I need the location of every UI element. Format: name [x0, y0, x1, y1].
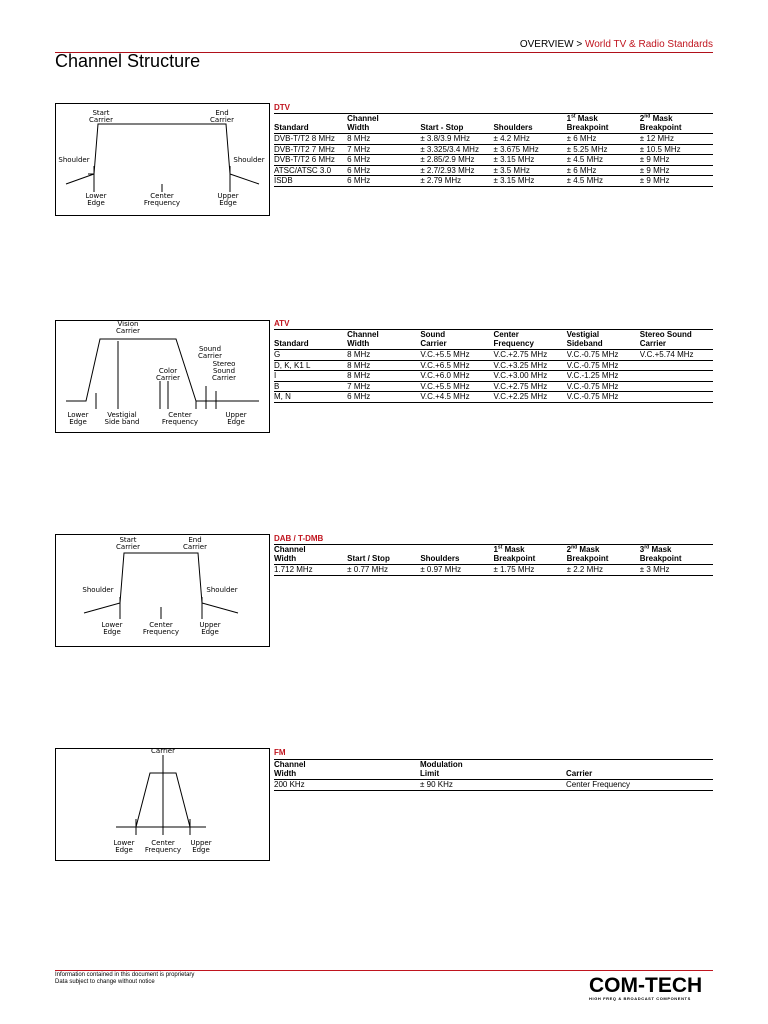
atv-sound-label: Sound Carrier — [198, 345, 222, 360]
dtv-column-header: Start - Stop — [420, 114, 493, 134]
breadcrumb-parent[interactable]: OVERVIEW — [519, 39, 574, 50]
dtv-cell: ± 9 MHz — [640, 155, 713, 166]
atv-cell: 7 MHz — [347, 381, 420, 392]
dtv-cell: ± 2.79 MHz — [420, 176, 493, 187]
table-row — [274, 371, 713, 382]
dab-header-row — [274, 545, 713, 565]
dab-shoulder-left-label: Shoulder — [82, 586, 114, 594]
fm-column-header: Modulation Limit — [420, 760, 566, 780]
dab-lower-label: Lower Edge — [101, 621, 123, 636]
dab-cell: 1.712 MHz — [274, 565, 347, 576]
dab-cell: ± 0.77 MHz — [347, 565, 420, 576]
atv-column-header: Channel Width — [347, 330, 420, 350]
table-row — [274, 381, 713, 392]
dab-section-title: DAB / T-DMB — [274, 534, 324, 543]
atv-cell: V.C.+2.75 MHz — [493, 381, 566, 392]
dtv-cell: ± 12 MHz — [640, 134, 713, 145]
atv-cell: 8 MHz — [347, 360, 420, 371]
footer-rule — [55, 970, 713, 971]
dtv-cell: 8 MHz — [347, 134, 420, 145]
dtv-cell: DVB-T/T2 7 MHz — [274, 144, 347, 155]
dtv-cell: 7 MHz — [347, 144, 420, 155]
dtv-table — [274, 113, 713, 187]
table-row — [274, 780, 713, 791]
dtv-header-row — [274, 114, 713, 134]
table-row — [274, 350, 713, 361]
atv-upper-label: Upper Edge — [225, 411, 247, 426]
dtv-column-header: Standard — [274, 114, 347, 134]
dab-column-header: 3rd Mask Breakpoint — [640, 545, 713, 565]
atv-cell — [640, 392, 713, 403]
dtv-cell: ± 9 MHz — [640, 165, 713, 176]
fm-cell: Center Frequency — [566, 780, 713, 791]
atv-column-header: Vestigial Sideband — [567, 330, 640, 350]
atv-vestigial-label: Vestigial Side band — [104, 411, 140, 426]
dab-cell: ± 2.2 MHz — [567, 565, 640, 576]
dab-column-header: Channel Width — [274, 545, 347, 565]
atv-cell: 8 MHz — [347, 371, 420, 382]
dtv-cell: ISDB — [274, 176, 347, 187]
dtv-shoulder-right-label: Shoulder — [233, 156, 265, 164]
dtv-cell: DVB-T/T2 8 MHz — [274, 134, 347, 145]
dab-spectrum-drawing — [56, 535, 269, 646]
atv-section-title: ATV — [274, 319, 290, 328]
dtv-column-header: Shoulders — [493, 114, 566, 134]
dab-cell: ± 1.75 MHz — [493, 565, 566, 576]
fm-section-title: FM — [274, 748, 286, 757]
dtv-end-label: End Carrier — [210, 109, 234, 124]
dab-cell: ± 3 MHz — [640, 565, 713, 576]
dtv-start-label: Start Carrier — [89, 109, 113, 124]
dab-diagram — [55, 534, 270, 647]
atv-cell: V.C.+6.5 MHz — [420, 360, 493, 371]
dtv-lower-label: Lower Edge — [85, 192, 107, 207]
dtv-cell: ± 3.8/3.9 MHz — [420, 134, 493, 145]
fm-cell: ± 90 KHz — [420, 780, 566, 791]
atv-cell: V.C.-0.75 MHz — [567, 360, 640, 371]
dtv-cell: ± 3.15 MHz — [493, 176, 566, 187]
breadcrumb — [520, 39, 713, 50]
logo-wordmark: COM-TECH — [589, 974, 703, 997]
table-row — [274, 360, 713, 371]
dtv-cell: 6 MHz — [347, 155, 420, 166]
fm-column-header: Channel Width — [274, 760, 420, 780]
fm-table — [274, 759, 713, 791]
atv-cell: B — [274, 381, 347, 392]
atv-diagram — [55, 320, 270, 433]
dtv-cell: ± 3.325/3.4 MHz — [420, 144, 493, 155]
atv-column-header: Center Frequency — [493, 330, 566, 350]
atv-cell: V.C.+5.74 MHz — [640, 350, 713, 361]
dtv-cell: ± 10.5 MHz — [640, 144, 713, 155]
atv-cell: V.C.+5.5 MHz — [420, 350, 493, 361]
atv-cell: V.C.-0.75 MHz — [567, 350, 640, 361]
atv-cell: V.C.+2.25 MHz — [493, 392, 566, 403]
dtv-diagram — [55, 103, 270, 216]
atv-cell: V.C.-1.25 MHz — [567, 371, 640, 382]
dtv-cell: ± 4.5 MHz — [567, 176, 640, 187]
dtv-cell: ATSC/ATSC 3.0 — [274, 165, 347, 176]
atv-cell: V.C.+5.5 MHz — [420, 381, 493, 392]
dtv-upper-label: Upper Edge — [217, 192, 239, 207]
fm-diagram — [55, 748, 270, 861]
dab-column-header: 2nd Mask Breakpoint — [567, 545, 640, 565]
atv-column-header: Standard — [274, 330, 347, 350]
dtv-cell: ± 6 MHz — [567, 134, 640, 145]
dtv-cell: ± 2.85/2.9 MHz — [420, 155, 493, 166]
atv-cell — [640, 381, 713, 392]
atv-cell: V.C.+3.25 MHz — [493, 360, 566, 371]
atv-table — [274, 329, 713, 403]
dtv-column-header: 1st Mask Breakpoint — [567, 114, 640, 134]
table-row — [274, 165, 713, 176]
logo-tagline: HIGH FREQ & BROADCAST COMPONENTS — [589, 996, 691, 1001]
dtv-column-header: 2nd Mask Breakpoint — [640, 114, 713, 134]
fm-spectrum-drawing — [56, 749, 269, 860]
table-row — [274, 155, 713, 166]
dtv-column-header: Channel Width — [347, 114, 420, 134]
dab-center-label: Center Frequency — [142, 621, 180, 636]
atv-spectrum-drawing — [56, 321, 269, 432]
footer-line-1: Information contained in this document is proprietary — [55, 972, 195, 978]
atv-center-label: Center Frequency — [161, 411, 199, 426]
atv-cell: V.C.+3.00 MHz — [493, 371, 566, 382]
comtech-logo — [589, 974, 715, 1001]
footer-disclaimer — [55, 972, 194, 986]
dab-end-label: End Carrier — [183, 536, 207, 551]
fm-column-header: Carrier — [566, 760, 713, 780]
fm-upper-label: Upper Edge — [190, 839, 212, 854]
dtv-cell: ± 3.5 MHz — [493, 165, 566, 176]
atv-cell: D, K, K1 L — [274, 360, 347, 371]
atv-cell: V.C.+2.75 MHz — [493, 350, 566, 361]
page-title: Channel Structure — [55, 51, 201, 71]
dtv-spectrum-drawing — [56, 104, 269, 215]
atv-lower-label: Lower Edge — [67, 411, 89, 426]
dtv-cell: ± 3.15 MHz — [493, 155, 566, 166]
dtv-cell: ± 4.2 MHz — [493, 134, 566, 145]
dab-column-header: Start / Stop — [347, 545, 420, 565]
atv-cell — [640, 371, 713, 382]
footer-line-2: Data subject to change without notice — [55, 979, 155, 985]
atv-cell: M, N — [274, 392, 347, 403]
dab-column-header: Shoulders — [420, 545, 493, 565]
dtv-cell: DVB-T/T2 6 MHz — [274, 155, 347, 166]
atv-cell — [640, 360, 713, 371]
dtv-cell: 6 MHz — [347, 176, 420, 187]
dab-shoulder-right-label: Shoulder — [206, 586, 238, 594]
table-row — [274, 144, 713, 155]
atv-stereo-label: Stereo Sound Carrier — [212, 360, 236, 382]
dtv-cell: 6 MHz — [347, 165, 420, 176]
atv-cell: V.C.+4.5 MHz — [420, 392, 493, 403]
atv-color-label: Color Carrier — [156, 367, 180, 382]
atv-cell: V.C.-0.75 MHz — [567, 381, 640, 392]
breadcrumb-separator: > — [576, 39, 583, 50]
atv-cell: 8 MHz — [347, 350, 420, 361]
table-row — [274, 565, 713, 576]
dab-column-header: 1st Mask Breakpoint — [493, 545, 566, 565]
atv-cell: 6 MHz — [347, 392, 420, 403]
table-row — [274, 176, 713, 187]
atv-column-header: Sound Carrier — [420, 330, 493, 350]
breadcrumb-current[interactable]: World TV & Radio Standards — [584, 39, 713, 50]
fm-center-label: Center Frequency — [144, 839, 182, 854]
dtv-section-title: DTV — [274, 103, 290, 112]
atv-vision-label: Vision Carrier — [116, 321, 140, 335]
dtv-cell: ± 9 MHz — [640, 176, 713, 187]
fm-carrier-label: Carrier — [151, 749, 175, 755]
dtv-cell: ± 4.5 MHz — [567, 155, 640, 166]
dtv-cell: ± 6 MHz — [567, 165, 640, 176]
dtv-cell: ± 3.675 MHz — [493, 144, 566, 155]
table-row — [274, 134, 713, 145]
fm-lower-label: Lower Edge — [113, 839, 135, 854]
dab-cell: ± 0.97 MHz — [420, 565, 493, 576]
table-row — [274, 392, 713, 403]
atv-column-header: Stereo Sound Carrier — [640, 330, 713, 350]
dtv-center-label: Center Frequency — [143, 192, 181, 207]
atv-cell: G — [274, 350, 347, 361]
dab-table — [274, 544, 713, 576]
dtv-cell: ± 5.25 MHz — [567, 144, 640, 155]
atv-cell: V.C.+6.0 MHz — [420, 371, 493, 382]
dtv-shoulder-left-label: Shoulder — [58, 156, 90, 164]
dab-upper-label: Upper Edge — [199, 621, 221, 636]
atv-header-row — [274, 330, 713, 350]
atv-cell: V.C.-0.75 MHz — [567, 392, 640, 403]
fm-header-row — [274, 760, 713, 780]
fm-cell: 200 KHz — [274, 780, 420, 791]
dab-start-label: Start Carrier — [116, 536, 140, 551]
atv-cell: I — [274, 371, 347, 382]
dtv-cell: ± 2.7/2.93 MHz — [420, 165, 493, 176]
